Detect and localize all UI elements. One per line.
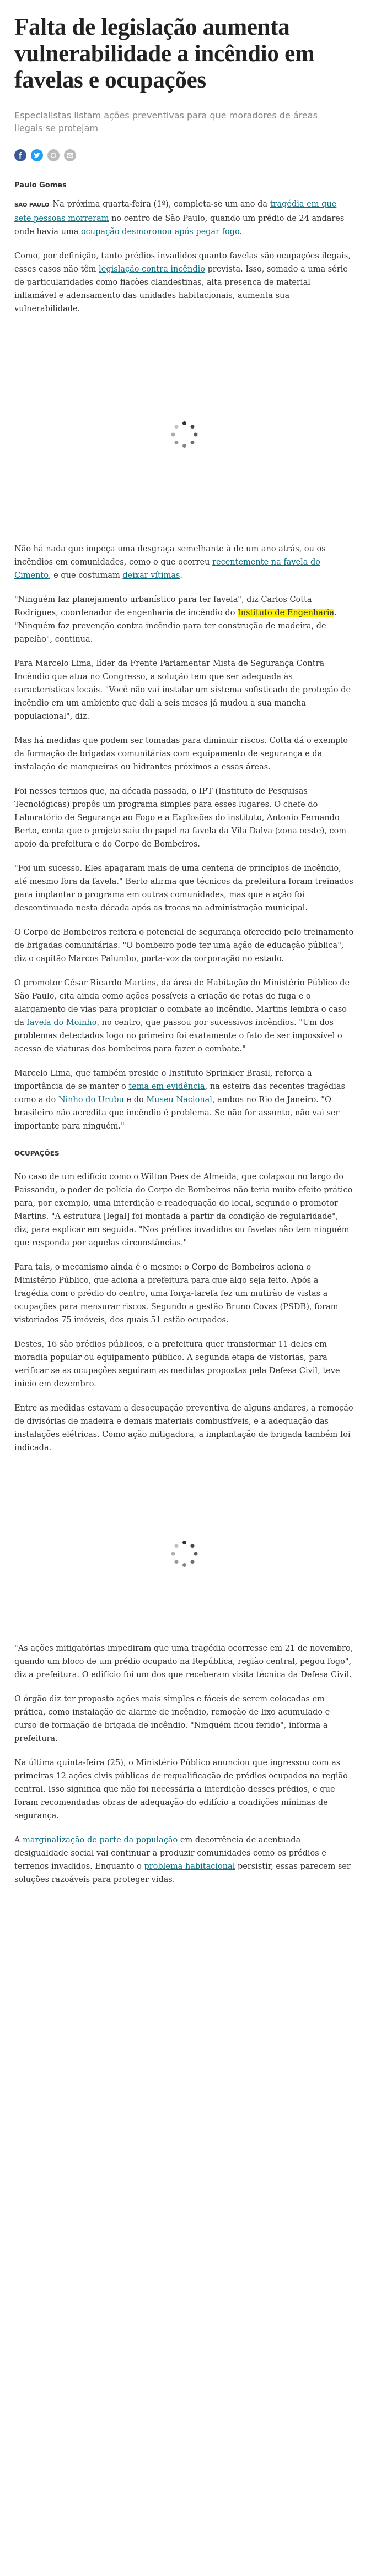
text-run: no centro de São Paulo, quando um prédio de 24 andares onde havia uma (14, 214, 345, 236)
article-subtitle: Especialistas listam ações preventivas para que moradores de áreas ilegais se protejam (14, 110, 318, 133)
text-run: A (14, 1836, 23, 1845)
text-run: Não há nada que impeça uma desgraça semelhante à de um ano atrás, ou os incêndios em comunidades, como o que ocorreu (14, 545, 326, 567)
link-legislacao-incendio[interactable]: legislação contra incêndio (99, 265, 206, 274)
link-tema-evidencia[interactable]: tema em evidência (128, 1082, 205, 1091)
text-run: . (180, 571, 183, 580)
paragraph: Para tais, o mecanismo ainda é o mesmo: o Corpo de Bombeiros aciona o Ministério Público, que aciona a prefeitura para que algo seja feito. Após a tragédia com o prédio do centro, uma força-tarefa fez um mutirão de vistas a ocupações para mensurar riscos. Segundo a gestão Bruno Covas (PSDB), foram vistoriados 75 imóveis, dos quais 51 estão ocupados. (14, 1263, 339, 1325)
loading-placeholder (14, 1466, 354, 1642)
text-run: . (239, 227, 243, 236)
paragraph (14, 250, 354, 316)
link-favela-cimento[interactable]: recentemente na favela do Cimento (14, 558, 321, 580)
paragraph (14, 198, 354, 238)
paragraph: Mas há medidas que podem ser tomadas para diminuir riscos. Cotta dá o exemplo da formação de brigadas comunitárias com equipamento de segurança e da instalação de mangueiras ou hidrantes próximos a essas áreas. (14, 736, 348, 772)
text-run: O promotor César Ricardo Martins, da área de Habitação do Ministério Público de São Paulo, cita ainda como ações possíveis a criação de rotas de fuga e o alargamento de vias para propiciar o combate ao incêndio. Martins lembra o caso da (14, 979, 350, 1027)
loading-spinner-icon (170, 1539, 198, 1568)
paragraph (14, 977, 354, 1056)
text-run: Como, por definição, tanto prédios invadidos quanto favelas são ocupações ilegais, esses casos não têm (14, 252, 351, 274)
paragraph: "Foi um sucesso. Eles apagaram mais de uma centena de princípios de incêndio, até mesmo fora da favela." Berto afirma que técnicos da prefeitura foram treinados para implantar o programa em outras comunidades, mas que a ação foi descontinuada nesta década após as trocas na administração municipal. (14, 864, 353, 913)
link-ocupacao-desmoronou[interactable]: ocupação desmoronou após pegar fogo (80, 227, 240, 236)
paragraph (14, 1834, 354, 1886)
article-author: Paulo Gomes (14, 181, 67, 189)
paragraph (14, 593, 354, 646)
section-heading: OCUPAÇÕES (14, 1149, 60, 1157)
link-deixar-vitimas[interactable]: deixar vítimas (122, 571, 180, 580)
text-run: . "Ninguém faz prevenção contra incêndio para ter construção de madeira, de papelão", continua. (14, 609, 337, 644)
whatsapp-icon (50, 152, 57, 159)
text-run: , ambos no Rio de Janeiro. "O brasileiro não acredita que incêndio é problema. Se não for assunto, não vai ser importante para ninguém." (14, 1096, 340, 1131)
loading-placeholder (14, 327, 354, 543)
twitter-icon (34, 152, 40, 159)
share-facebook-button[interactable] (14, 149, 26, 161)
paragraph: O Corpo de Bombeiros reitera o potencial de segurança oferecido pelo treinamento de brigadas comunitárias. "O bombeiro pode ter uma ação de educação pública", diz o capitão Marcos Palumbo, porta-voz da corporação no estado. (14, 928, 354, 963)
text-run: Na próxima quarta-feira (1º), completa-se um ano da (52, 200, 270, 209)
loading-spinner-icon (170, 420, 198, 449)
paragraph: No caso de um edifício como o Wilton Paes de Almeida, que colapsou no largo do Paissandu, o poder de polícia do Corpo de Bombeiros não teria muito efeito prático para, por exemplo, uma interdição e readequação do local, segundo o promotor Martins. "A estrutura [legal] foi montada a partir da condição de regularidade", diz, para explicar em seguida. "Nos prédios invadidos ou favelas não tem ninguém que responda por aquelas circunstâncias." (14, 1173, 353, 1248)
facebook-icon (17, 152, 24, 159)
paragraph: "As ações mitigatórias impediram que uma tragédia ocorresse em 21 de novembro, quando um bloco de um prédio ocupado na República, região central, pegou fogo", diz a prefeitura. O edifício foi um dos que receberam visita técnica da Defesa Civil. (14, 1644, 353, 1679)
link-museu-nacional[interactable]: Museu Nacional (146, 1096, 212, 1104)
text-run: Marcelo Lima, que também preside o Instituto Sprinkler Brasil, reforça a importância de se manter o (14, 1069, 312, 1091)
paragraph: Para Marcelo Lima, líder da Frente Parlamentar Mista de Segurança Contra Incêndio que atua no Congresso, a solução tem que ser adequada às características locais. "Você não vai instalar um sistema sofisticado de proteção de incêndio em um ambiente que dali a seis meses já mudou a sua mancha populacional", diz. (14, 659, 351, 721)
link-tragedia[interactable]: tragédia em que sete pessoas morreram (14, 200, 337, 223)
text-run: , no centro, que passou por sucessivos incêndios. "Um dos problemas detectados logo no primeiro foi exatamente o fato de ser impossível o acesso de viaturas dos bombeiros para fazer o combate." (14, 1018, 342, 1054)
article-headline: Falta de legislação aumenta vulnerabilidade a incêndio em favelas e ocupações (14, 14, 315, 93)
link-problema-habitacional[interactable]: problema habitacional (144, 1862, 235, 1871)
email-icon (67, 152, 73, 159)
paragraph: Entre as medidas estavam a desocupação preventiva de alguns andares, a remoção de divisórias de madeira e demais materiais combustíveis, e a adequação das instalações elétricas. Como ação mitigadora, a implantação de brigada também foi indicada. (14, 1404, 353, 1452)
text-run: persistir, essas parecem ser soluções razoáveis para proteger vidas. (14, 1862, 351, 1884)
paragraph: Na última quinta-feira (25), o Ministério Público anunciou que ingressou com as primeiras 12 ações civis públicas de requalificação de prédios ocupados na região central. Isso significa que não foi necessária a interdição desses prédios, e que foram recomendadas obras de adequação do edifício a condições mínimas de segurança. (14, 1759, 348, 1820)
share-whatsapp-button[interactable] (47, 149, 60, 161)
share-twitter-button[interactable] (31, 149, 43, 161)
paragraph: Destes, 16 são prédios públicos, e a prefeitura quer transformar 11 deles em moradia popular ou equipamento público. A segunda etapa de vistorias, para verificar se as ocupações seguiram as medidas propostas pela Defesa Civil, teve início em dezembro. (14, 1340, 340, 1389)
dateline: SÃO PAULO (14, 202, 50, 208)
paragraph: Foi nesses termos que, na década passada, o IPT (Instituto de Pesquisas Tecnológicas) propôs um programa simples para esses lugares. O chefe do Laboratório de Segurança ao Fogo e a Explosões do instituto, Antonio Fernando Berto, conta que o projeto saiu do papel na favela da Vila Dalva (zona oeste), com apoio da prefeitura e do Corpo de Bombeiros. (14, 787, 347, 849)
text-run: "Ninguém faz planejamento urbanístico para ter favela", diz Carlos Cotta Rodrigues, coordenador de engenharia de incêndio do (14, 595, 312, 617)
paragraph (14, 543, 354, 582)
text-run: , na esteira das recentes tragédias como a do (14, 1082, 345, 1104)
text-run: em decorrência de acentuada desigualdade social vai continuar a produzir comunidades como os prédios e terrenos invadidos. Enquanto o (14, 1836, 326, 1871)
highlighted-term: Instituto de Engenharia (238, 609, 335, 617)
text-run: , e que costumam (48, 571, 123, 580)
paragraph: O órgão diz ter proposto ações mais simples e fáceis de serem colocadas em prática, como instalação de alarme de incêndio, remoção de lixo acumulado e curso de formação de brigada de incêndio. "Ninguém ficou ferido", informa a prefeitura. (14, 1695, 330, 1743)
paragraph (14, 1067, 354, 1133)
article-body (14, 198, 354, 1886)
link-favela-moinho[interactable]: favela do Moinho (26, 1018, 97, 1027)
share-bar (14, 149, 378, 161)
link-marginalizacao[interactable]: marginalização de parte da população (23, 1836, 178, 1845)
text-run: prevista. Isso, somado a uma série de particularidades como fiações clandestinas, alta presença de material inflamável e adensamento das unidades habitacionais, aumenta sua vulnerabilidade. (14, 265, 348, 313)
text-run: e do (123, 1096, 147, 1104)
share-email-button[interactable] (64, 149, 76, 161)
link-ninho-urubu[interactable]: Ninho do Urubu (58, 1096, 124, 1104)
